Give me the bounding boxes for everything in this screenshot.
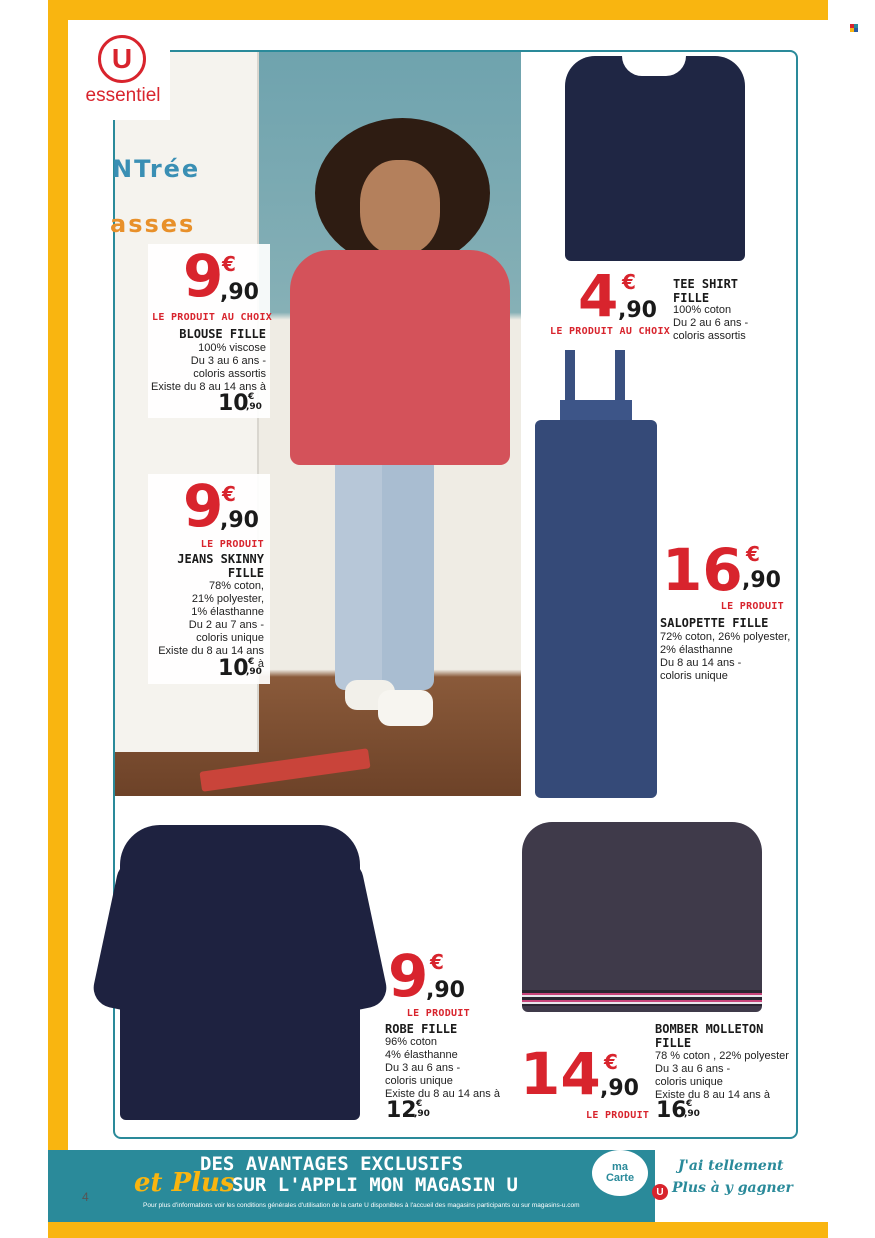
ma-carte-line1: ma bbox=[612, 1161, 628, 1173]
brand-name: essentiel bbox=[85, 85, 161, 106]
child-shoe-right bbox=[378, 690, 433, 726]
blouse-tag: LE PRODUIT AU CHOIX bbox=[152, 312, 273, 323]
jeans-alt-price-euro: € bbox=[248, 657, 255, 667]
robe-detail-line: Existe du 8 au 14 ans à bbox=[385, 1088, 500, 1100]
tee-shirt-collar bbox=[622, 56, 686, 76]
corner-color-mark bbox=[850, 24, 858, 32]
child-jeans-right bbox=[382, 440, 434, 690]
jeans-detail-line: Du 2 au 7 ans - bbox=[188, 619, 264, 631]
bomber-alt-price-cents: ,90 bbox=[684, 1109, 700, 1119]
blouse-price-euro: € bbox=[222, 252, 236, 276]
bomber-title-line2: FILLE bbox=[655, 1036, 692, 1050]
wall-text-1: NTrée bbox=[112, 155, 201, 183]
blouse-details bbox=[150, 342, 266, 394]
bomber-detail-line: Du 3 au 6 ans - bbox=[655, 1063, 731, 1075]
u-logo-small bbox=[652, 1184, 668, 1200]
bomber-image bbox=[522, 822, 762, 1012]
bomber-alt-price-euro: € bbox=[686, 1099, 693, 1109]
ma-carte-line2: Carte bbox=[605, 1172, 635, 1184]
blouse-detail-line: Existe du 8 au 14 ans à bbox=[151, 381, 266, 393]
jeans-tag: LE PRODUIT bbox=[200, 539, 264, 550]
robe-price-cents: ,90 bbox=[426, 978, 465, 1003]
jeans-alt-price-main: 10 bbox=[218, 656, 249, 681]
jeans-alt-price-cents: ,90 bbox=[246, 667, 262, 677]
slogan-line1: J'ai tellement bbox=[678, 1158, 784, 1174]
jeans-detail-line: Existe du 8 au 14 ans à bbox=[158, 645, 264, 670]
left-yellow-band bbox=[48, 0, 68, 1238]
u-logo-letter: U bbox=[656, 1186, 664, 1198]
salopette-detail-line: coloris unique bbox=[660, 670, 728, 682]
tee-title-line1: TEE SHIRT bbox=[673, 277, 739, 291]
salopette-price-euro: € bbox=[746, 542, 760, 566]
robe-price-main: 9 bbox=[388, 942, 429, 1010]
tee-shirt-image bbox=[565, 56, 745, 261]
jeans-title-line2: FILLE bbox=[227, 566, 264, 580]
tee-price-euro: € bbox=[622, 270, 636, 294]
robe-detail-line: Du 3 au 6 ans - bbox=[385, 1062, 461, 1074]
blouse-price-cents: ,90 bbox=[220, 280, 259, 305]
blouse-alt-price-euro: € bbox=[248, 392, 255, 402]
robe-image bbox=[120, 825, 360, 1120]
robe-details bbox=[385, 1036, 500, 1101]
ma-carte-logo bbox=[592, 1150, 648, 1196]
bomber-tag: LE PRODUIT bbox=[586, 1110, 650, 1121]
bomber-details bbox=[655, 1050, 789, 1102]
tee-price-main: 4 bbox=[578, 262, 619, 330]
tee-detail-line: Du 2 au 6 ans - bbox=[673, 317, 749, 329]
jeans-detail-line: 78% coton, bbox=[208, 580, 264, 592]
salopette-price-main: 16 bbox=[662, 536, 743, 604]
bomber-hem-band bbox=[522, 990, 762, 1006]
brand-logo-letter: U bbox=[111, 43, 133, 74]
tee-title bbox=[673, 277, 738, 305]
robe-title: ROBE FILLE bbox=[385, 1022, 458, 1036]
salopette-detail-line: Du 8 au 14 ans - bbox=[660, 657, 742, 669]
robe-alt-price-euro: € bbox=[416, 1099, 423, 1109]
child-face bbox=[360, 160, 440, 255]
blouse-detail-line: Du 3 au 6 ans - bbox=[190, 355, 266, 367]
bomber-price-cents: ,90 bbox=[600, 1076, 639, 1101]
blouse-detail-line: 100% viscose bbox=[198, 342, 266, 354]
robe-alt-price-main: 12 bbox=[386, 1098, 417, 1123]
tee-detail-line: coloris assortis bbox=[673, 330, 746, 342]
salopette-detail-line: 2% élasthanne bbox=[660, 644, 733, 656]
salopette-details bbox=[660, 631, 790, 683]
jeans-detail-line: 1% élasthanne bbox=[191, 606, 264, 618]
page-number: 4 bbox=[82, 1190, 89, 1204]
child-jeans-left bbox=[335, 440, 387, 690]
bottom-yellow-band bbox=[48, 1222, 828, 1238]
robe-detail-line: 4% élasthanne bbox=[385, 1049, 458, 1061]
bomber-title-line1: BOMBER MOLLETON bbox=[655, 1022, 764, 1036]
tee-tag: LE PRODUIT AU CHOIX bbox=[550, 326, 671, 337]
salopette-detail-line: 72% coton, 26% polyester, bbox=[660, 631, 791, 643]
salopette-tag: LE PRODUIT bbox=[720, 601, 784, 612]
robe-detail-line: coloris unique bbox=[385, 1075, 453, 1087]
blouse-alt-price-cents: ,90 bbox=[246, 402, 262, 412]
blouse-detail-line: coloris assortis bbox=[193, 368, 266, 380]
robe-alt-price-cents: ,90 bbox=[414, 1109, 430, 1119]
tee-title-line2: FILLE bbox=[673, 291, 710, 305]
footer-et-plus: et Plus bbox=[134, 1168, 235, 1198]
bomber-detail-line: Existe du 8 au 14 ans à bbox=[655, 1089, 770, 1101]
blouse-title: BLOUSE FILLE bbox=[179, 327, 266, 341]
robe-tag: LE PRODUIT bbox=[406, 1008, 470, 1019]
salopette-price-cents: ,90 bbox=[742, 568, 781, 593]
top-yellow-band bbox=[48, 0, 828, 20]
robe-detail-line: 96% coton bbox=[385, 1036, 437, 1048]
jeans-title bbox=[150, 552, 264, 580]
jeans-price-euro: € bbox=[222, 482, 236, 506]
bomber-price-euro: € bbox=[604, 1050, 618, 1074]
bomber-alt-price-main: 16 bbox=[656, 1098, 687, 1123]
jeans-title-line1: JEANS SKINNY bbox=[177, 552, 264, 566]
jeans-detail-line: 21% polyester, bbox=[191, 593, 264, 605]
footer-legal-text: Pour plus d'informations voir les conditions générales d'utilisation de la carte U disponibles à l'accueil des magasins participants ou sur magasins-u.com bbox=[143, 1202, 580, 1209]
bomber-price-main: 14 bbox=[520, 1040, 601, 1108]
child-blouse bbox=[290, 250, 510, 465]
footer-headline-1: DES AVANTAGES EXCLUSIFS bbox=[200, 1153, 464, 1175]
blouse-alt-price-main: 10 bbox=[218, 391, 249, 416]
blouse-price-main: 9 bbox=[183, 242, 224, 310]
robe-price-euro: € bbox=[430, 950, 444, 974]
slogan-line2: Plus à y gagner bbox=[672, 1180, 793, 1196]
jeans-detail-line: coloris unique bbox=[196, 632, 264, 644]
jeans-price-cents: ,90 bbox=[220, 508, 259, 533]
bomber-detail-line: 78 % coton , 22% polyester bbox=[655, 1050, 789, 1062]
bomber-title bbox=[655, 1022, 763, 1050]
brand-logo bbox=[98, 35, 146, 83]
wall-text-2: asses bbox=[110, 210, 196, 238]
salopette-image bbox=[535, 420, 657, 798]
jeans-price-main: 9 bbox=[183, 472, 224, 540]
bomber-detail-line: coloris unique bbox=[655, 1076, 723, 1088]
tee-details bbox=[673, 304, 748, 343]
footer-headline-2: SUR L'APPLI MON MAGASIN U bbox=[232, 1174, 518, 1196]
salopette-title: SALOPETTE FILLE bbox=[660, 616, 769, 630]
tee-detail-line: 100% coton bbox=[673, 304, 732, 316]
tee-price-cents: ,90 bbox=[618, 298, 657, 323]
